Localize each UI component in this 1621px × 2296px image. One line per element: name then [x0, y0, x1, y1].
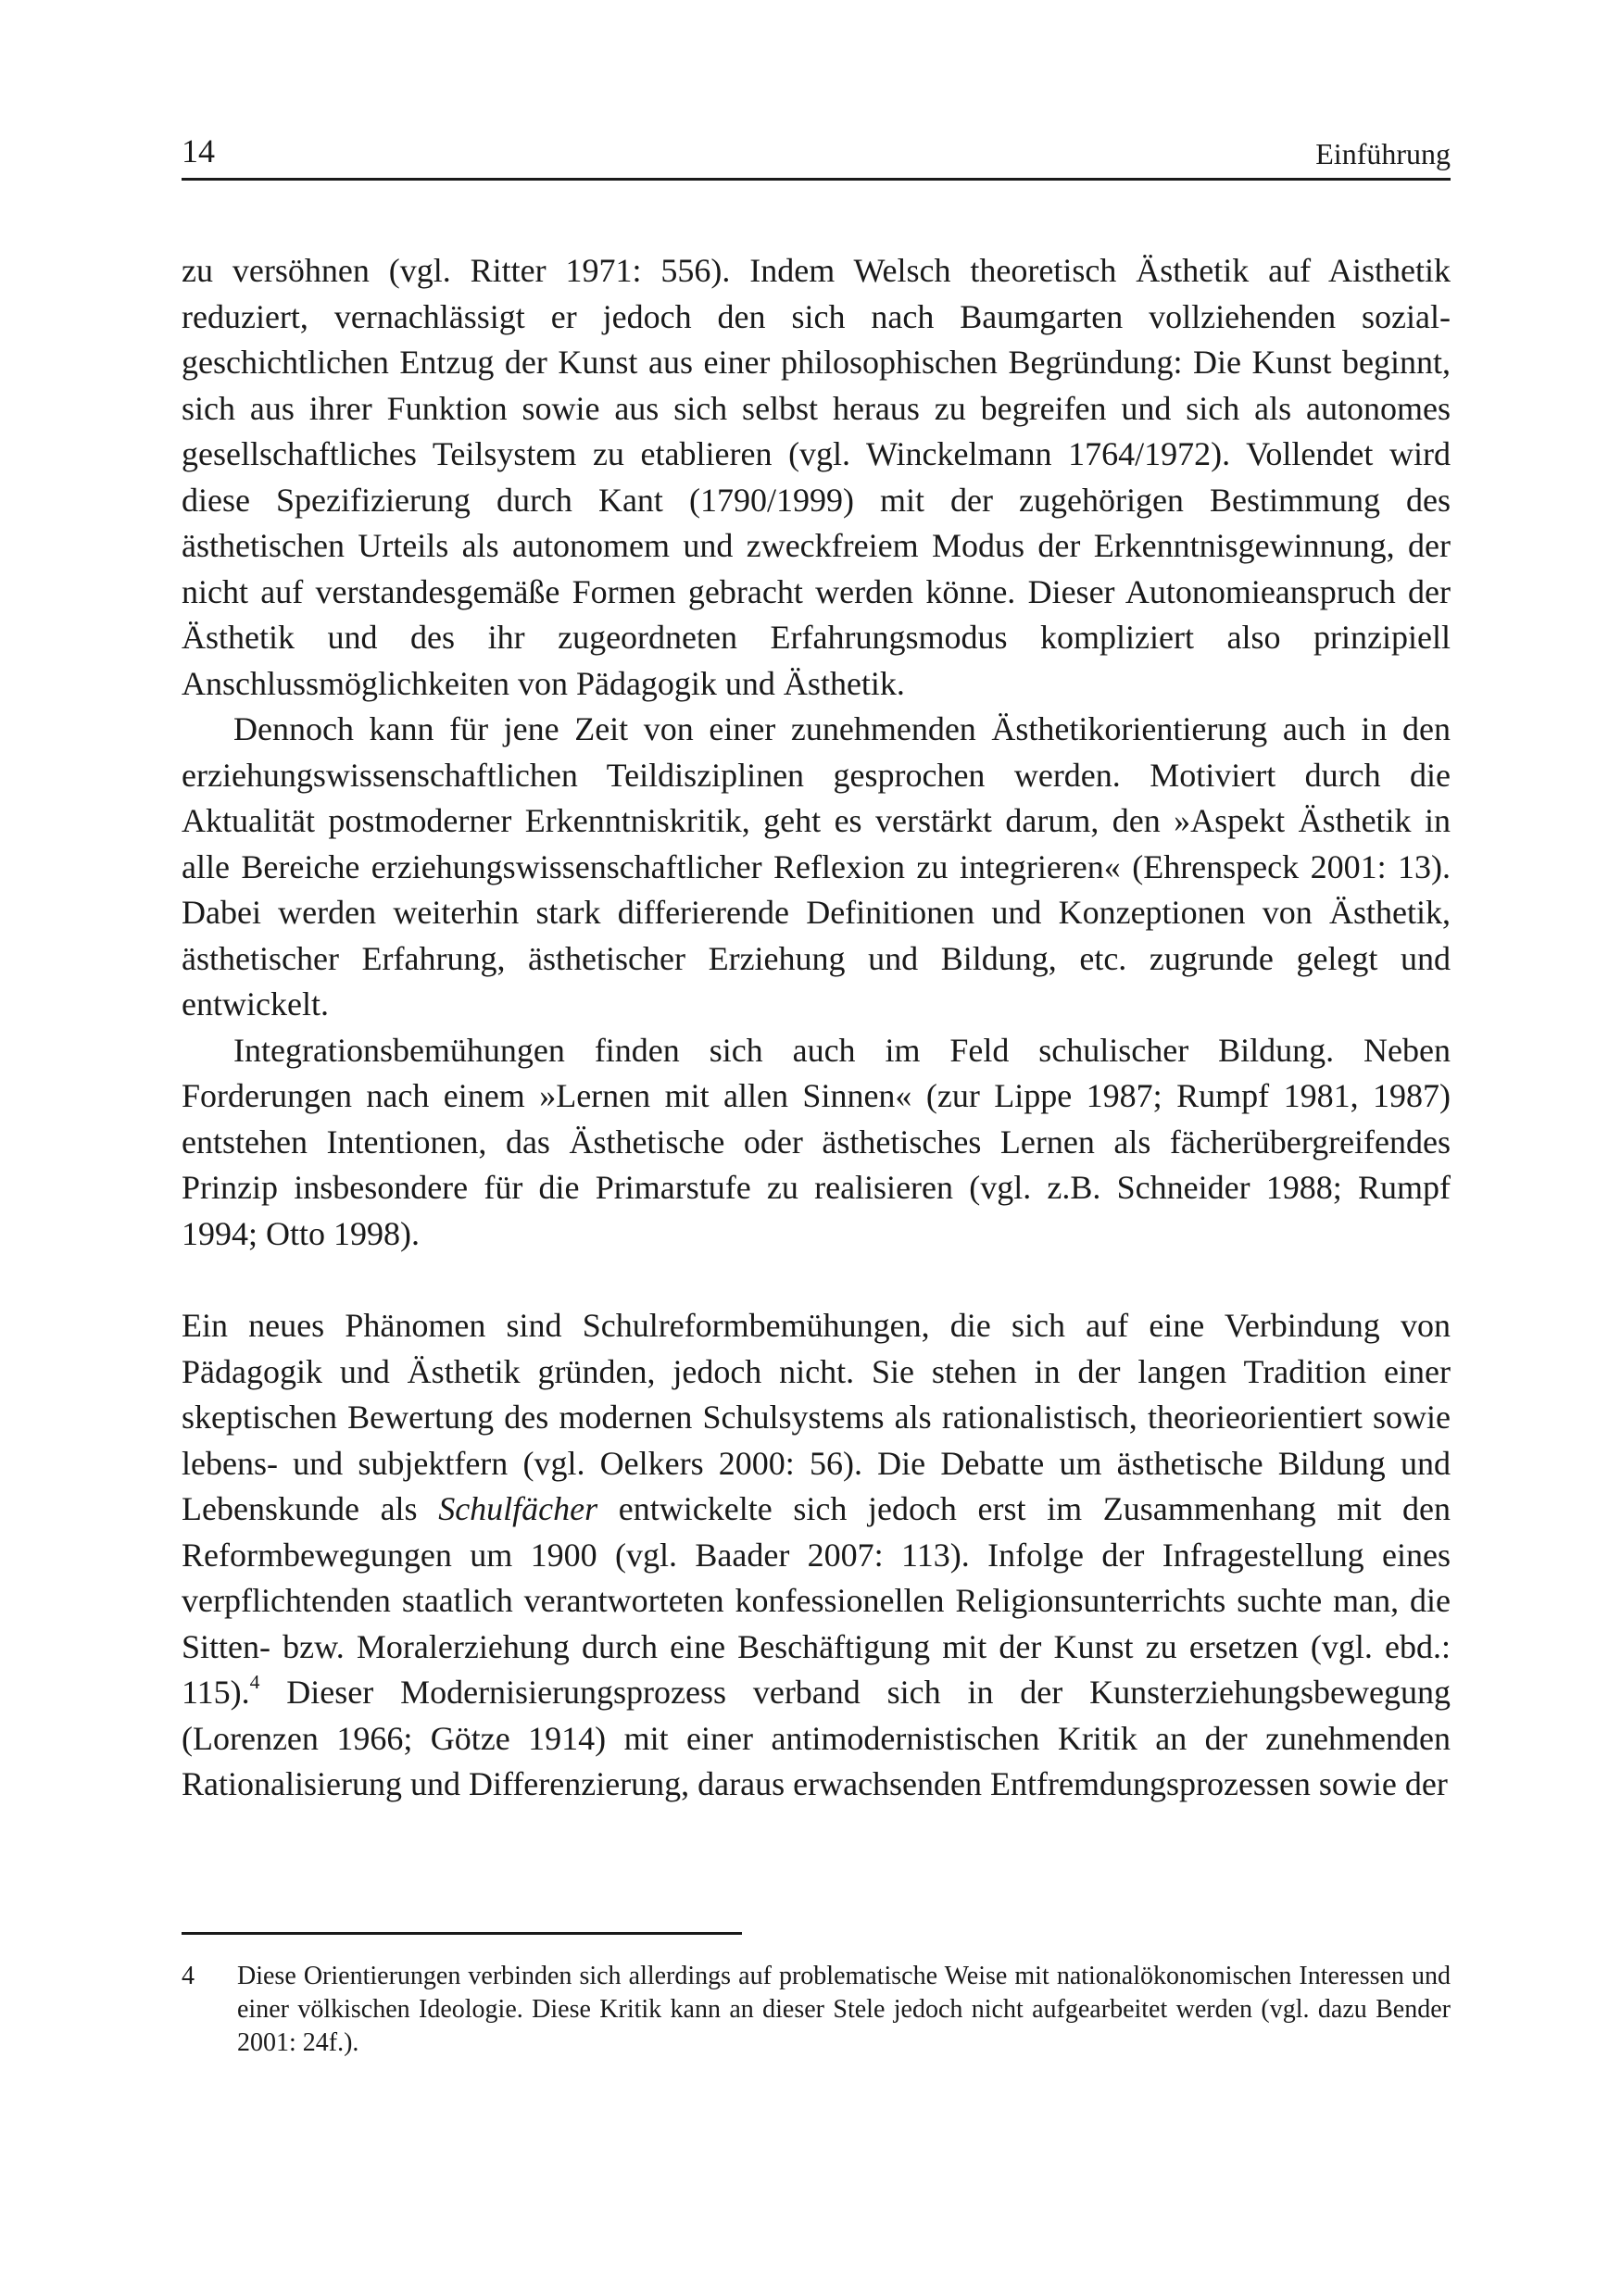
- footnote-number: 4: [182, 1962, 195, 1990]
- paragraph-4-text-start: Ein neues Phänomen sind Schulreformbemühungen, die sich auf eine Verbindung von Pädagogik und Ästhetik gründen, jedoch nicht. Sie stehen in der langen Tradition einer skeptischen Bewertung des modernen Schulsystems als rationalistisch, theorieorientiert sowie lebens- und subjektfern (vgl. Oelkers 2000: 56). Die Debatte um ästhetische Bildung und Lebenskunde als: [182, 1307, 1451, 1527]
- footnote: [182, 1960, 1451, 2060]
- page-number: 14: [182, 132, 215, 169]
- footnote-rule: [182, 1932, 742, 1935]
- body-text: [182, 248, 1451, 1808]
- running-head: [182, 126, 1451, 178]
- book-page: [182, 0, 1451, 2296]
- footnote-text: Diese Orientierungen verbinden sich allerdings auf problematische Weise mit nationalökonomischen Interessen und einer völkischen Ideologie. Diese Kritik kann an dieser Stele jedoch nicht aufgearbeitet werden (vgl. dazu Bender 2001: 24f.).: [237, 1962, 1451, 2057]
- paragraph-4-text-middle: entwickelte sich jedoch erst im Zusammenhang mit den Reformbewegungen um 1900 (vgl. Baader 2007: 113). Infolge der Infragestellung eines verpflichtenden staatlich verantworteten konfessionellen Religionsunterrichts suchte man, die Sitten- bzw. Moralerziehung durch eine Beschäftigung mit der Kunst zu ersetzen (vgl. ebd.: 115).: [182, 1490, 1451, 1711]
- paragraph-1: zu versöhnen (vgl. Ritter 1971: 556). Indem Welsch theoretisch Ästhetik auf Aisthetik reduziert, vernachlässigt er jedoch den sich nach Baumgarten vollziehenden sozialgeschichtlichen Entzug der Kunst aus einer philosophischen Begründung: Die Kunst beginnt, sich aus ihrer Funktion sowie aus sich selbst heraus zu begreifen und sich als autonomes gesellschaftliches Teilsystem zu etablieren (vgl. Winckelmann 1764/1972). Vollendet wird diese Spezifizierung durch Kant (1790/1999) mit der zugehörigen Bestimmung des ästhetischen Urteils als autonomem und zweckfreiem Modus der Erkenntnisgewinnung, der nicht auf verstandesgemäße Formen gebracht werden könne. Dieser Autonomieanspruch der Ästhetik und des ihr zugeordneten Erfahrungsmodus kompliziert also prinzipiell Anschlussmöglichkeiten von Pädagogik und Ästhetik.: [182, 252, 1451, 702]
- emphasis-schulfaecher: Schulfächer: [438, 1490, 598, 1527]
- header-rule: [182, 178, 1451, 181]
- footnote-reference[interactable]: 4: [249, 1670, 260, 1693]
- paragraph-3: Integrationsbemühungen finden sich auch im Feld schulischer Bildung. Neben Forderungen nach einem »Lernen mit allen Sinnen« (zur Lippe 1987; Rumpf 1981, 1987) entstehen Intentionen, das Ästhetische oder ästhetisches Lernen als fächerübergreifendes Prinzip insbesondere für die Primarstufe zu realisieren (vgl. z.B. Schneider 1988; Rumpf 1994; Otto 1998).: [182, 1031, 1451, 1252]
- chapter-title: Einführung: [1315, 137, 1451, 170]
- paragraph-4: [182, 1303, 1451, 1808]
- paragraph-4-text-end: Dieser Modernisierungsprozess verband sich in der Kunsterziehungsbewegung (Lorenzen 1966; Götze 1914) mit einer antimodernistischen Kritik an der zunehmenden Rationalisierung und Differenzierung, daraus erwachsenden Entfremdungsprozessen sowie der: [182, 1674, 1451, 1802]
- paragraph-2: Dennoch kann für jene Zeit von einer zunehmenden Ästhetikorientierung auch in den erziehungswissenschaftlichen Teildisziplinen gesprochen werden. Motiviert durch die Aktualität postmoderner Erkenntniskritik, geht es verstärkt darum, den »Aspekt Ästhetik in alle Bereiche erziehungswissenschaftlicher Reflexion zu integrieren« (Ehrenspeck 2001: 13). Dabei werden weiterhin stark differierende Definitionen und Konzeptionen von Ästhetik, ästhetischer Erfahrung, ästhetischer Erziehung und Bildung, etc. zugrunde gelegt und entwickelt.: [182, 710, 1451, 1023]
